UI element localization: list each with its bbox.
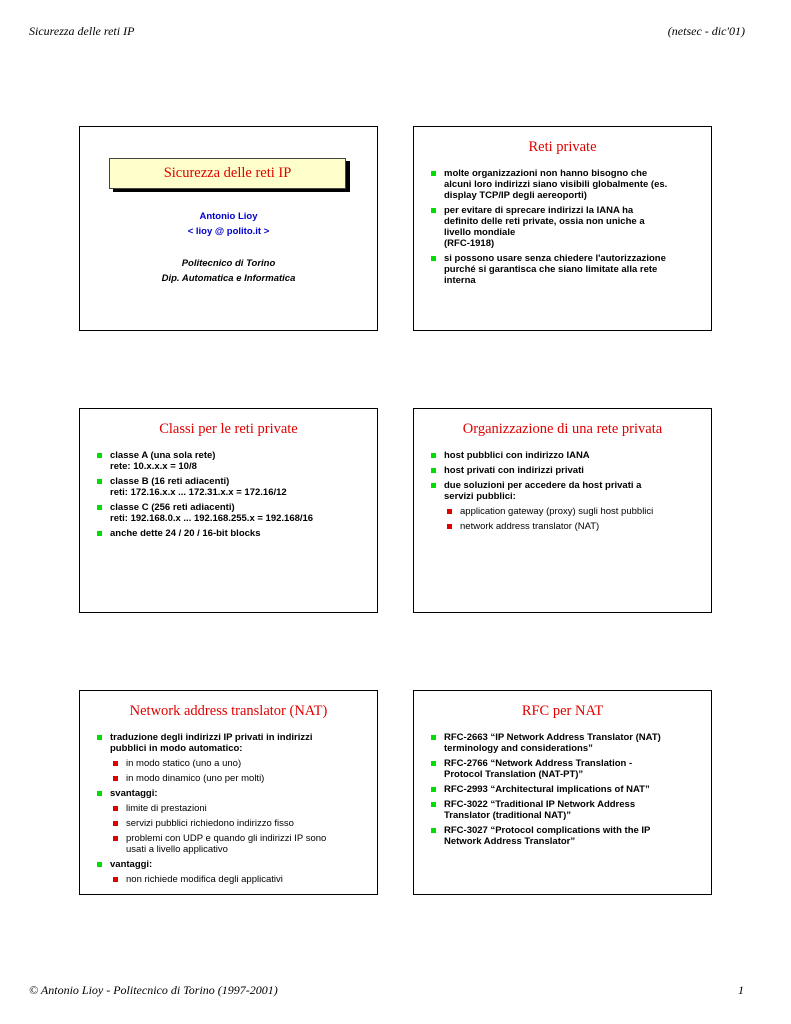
bullet-text-line: RFC-3022 “Traditional IP Network Address [444, 799, 636, 810]
bullet-item [430, 465, 699, 476]
slide-title: Network address translator (NAT) [129, 703, 328, 719]
bullet-square-icon [431, 735, 436, 740]
bullet-text-line: alcuni loro indirizzi siano visibili globalmente (es. [444, 179, 668, 190]
page-header-title: Sicurezza delle reti IP [29, 24, 135, 38]
bullet-item [96, 450, 365, 472]
bullet-text-line: per evitare di sprecare indirizzi la IANA ha [444, 205, 634, 216]
bullet-text-line: Protocol Translation (NAT-PT)” [444, 769, 584, 780]
bullet-text-line: definito delle reti private, ossia non uniche a [444, 216, 645, 227]
bullet-text-line: si possono usare senza chiedere l'autorizzazione [444, 253, 666, 264]
bullet-text-line: anche dette 24 / 20 / 16-bit blocks [110, 528, 261, 539]
bullet-square-icon [431, 468, 436, 473]
sub-bullets [430, 506, 699, 532]
bullet-square-icon [431, 828, 436, 833]
slide-title-page [79, 126, 378, 331]
bullet-text-line: non richiede modifica degli applicativi [126, 874, 283, 885]
bullet-text-line: servizi pubblici richiedono indirizzo fisso [126, 818, 294, 829]
bullet-item [96, 476, 365, 498]
page-footer-copyright: © Antonio Lioy - Politecnico di Torino (1997-2001) [29, 983, 278, 997]
bullet-text-line: RFC-2993 “Architectural implications of NAT” [444, 784, 650, 795]
bullet-text-line: in modo statico (uno a uno) [126, 758, 242, 769]
slide-title: Classi per le reti private [159, 421, 298, 437]
bullet-square-icon [431, 453, 436, 458]
bullet-text-line: terminology and considerations” [444, 743, 593, 754]
bullet-text-line: (RFC-1918) [444, 238, 495, 249]
bullet-item [96, 528, 365, 539]
bullet-text-line: problemi con UDP e quando gli indirizzi IP sono [126, 833, 327, 844]
sub-bullets-modo [96, 758, 365, 784]
bullet-text-line: reti: 172.16.x.x ... 172.31.x.x = 172.16/12 [110, 487, 287, 498]
bullet-item [430, 168, 699, 201]
bullet-text-line: rete: 10.x.x.x = 10/8 [110, 461, 197, 472]
bullet-square-icon [431, 787, 436, 792]
bullet-text-line: RFC-3027 “Protocol complications with the IP [444, 825, 651, 836]
bullet-square-icon [97, 862, 102, 867]
sub-bullet-item [96, 818, 365, 829]
author-name: Antonio Lioy [199, 211, 258, 222]
bullet-list [430, 450, 699, 536]
bullet-svantaggi [96, 788, 365, 799]
sub-bullet-square-icon [113, 877, 118, 882]
bullet-item [96, 732, 365, 754]
bullet-item [430, 732, 699, 754]
bullet-text-line: classe B (16 reti adiacenti) [110, 476, 230, 487]
main-bullets [430, 450, 699, 502]
bullet-square-icon [97, 791, 102, 796]
bullet-text-line: in modo dinamico (uno per molti) [126, 773, 265, 784]
slide-title: Reti private [528, 139, 597, 155]
department: Dip. Automatica e Informatica [161, 273, 296, 284]
bullet-text-line: servizi pubblici: [444, 491, 516, 502]
bullet-text-line: application gateway (proxy) sugli host pubblici [460, 506, 654, 517]
sub-bullet-item [96, 803, 365, 814]
page-header-code: (netsec - dic'01) [667, 24, 745, 38]
slide-reti-private [413, 126, 712, 331]
bullet-text-line: host privati con indirizzi privati [444, 465, 584, 476]
bullet-square-icon [431, 761, 436, 766]
sub-bullet-square-icon [447, 524, 452, 529]
sub-bullet-square-icon [113, 761, 118, 766]
bullet-item [430, 799, 699, 821]
sub-bullets-svantaggi [96, 803, 365, 855]
bullet-text-line: interna [444, 275, 476, 286]
sub-bullet-square-icon [113, 806, 118, 811]
sub-bullet-item [96, 773, 365, 784]
sub-bullets-vantaggi [96, 874, 365, 885]
bullet-vantaggi [96, 859, 365, 870]
sub-bullet-item [430, 521, 699, 532]
bullet-square-icon [431, 802, 436, 807]
slide-organizzazione-rete [413, 408, 712, 613]
bullet-text-line: livello mondiale [444, 227, 516, 238]
bullet-list [430, 168, 699, 290]
sub-bullet-square-icon [447, 509, 452, 514]
bullet-text-line: usati a livello applicativo [126, 844, 228, 855]
bullet-text-line: RFC-2663 “IP Network Address Translator (NAT) [444, 732, 661, 743]
sub-bullet-item [430, 506, 699, 517]
bullet-text-line: classe C (256 reti adiacenti) [110, 502, 235, 513]
bullet-square-icon [431, 208, 436, 213]
bullet-square-icon [431, 256, 436, 261]
author-email: < lioy @ polito.it > [187, 226, 270, 237]
bullet-item [430, 825, 699, 847]
bullet-text-line: display TCP/IP degli aereoporti) [444, 190, 587, 201]
bullet-text-line: classe A (una sola rete) [110, 450, 216, 461]
bullet-square-icon [97, 505, 102, 510]
bullet-item [430, 480, 699, 502]
bullet-traduzione [96, 732, 365, 754]
bullet-square-icon [97, 531, 102, 536]
slide-rfc-nat [413, 690, 712, 895]
bullet-list [430, 732, 699, 851]
bullet-text-line: molte organizzazioni non hanno bisogno che [444, 168, 648, 179]
slide-classi-reti-private [79, 408, 378, 613]
bullet-item [96, 788, 365, 799]
slide-title: Organizzazione di una rete privata [462, 421, 663, 437]
slide-title: RFC per NAT [521, 703, 604, 719]
sub-bullet-square-icon [113, 776, 118, 781]
bullet-text-line: vantaggi: [110, 859, 153, 870]
bullet-text-line: due soluzioni per accedere da host privati a [444, 480, 642, 491]
bullet-text-line: traduzione degli indirizzi IP privati in indirizzi [110, 732, 313, 743]
bullet-list [96, 732, 365, 889]
bullet-item [96, 859, 365, 870]
bullet-square-icon [97, 735, 102, 740]
bullet-text-line: reti: 192.168.0.x ... 192.168.255.x = 192.168/16 [110, 513, 314, 524]
bullet-text-line: host pubblici con indirizzo IANA [444, 450, 590, 461]
bullet-text-line: network address translator (NAT) [460, 521, 600, 532]
sub-bullet-square-icon [113, 821, 118, 826]
institution: Politecnico di Torino [181, 258, 276, 269]
bullet-item [430, 784, 699, 795]
slide-nat [79, 690, 378, 895]
bullet-item [430, 450, 699, 461]
bullet-text-line: Network Address Translator” [444, 836, 576, 847]
bullet-text-line: purché si garantisca che siano limitate alla rete [444, 264, 658, 275]
bullet-item [430, 205, 699, 249]
title-box: Sicurezza delle reti IP [109, 158, 346, 189]
bullet-square-icon [431, 171, 436, 176]
sub-bullet-item [96, 758, 365, 769]
bullet-text-line: pubblici in modo automatico: [110, 743, 243, 754]
sub-bullet-square-icon [113, 836, 118, 841]
bullet-text-line: Translator (traditional NAT)” [444, 810, 572, 821]
bullet-square-icon [97, 479, 102, 484]
sub-bullet-item [96, 874, 365, 885]
page-number: 1 [738, 983, 744, 997]
bullet-text-line: limite di prestazioni [126, 803, 207, 814]
bullet-item [430, 253, 699, 286]
bullet-text-line: RFC-2766 “Network Address Translation - [444, 758, 633, 769]
bullet-item [430, 758, 699, 780]
sub-bullet-item [96, 833, 365, 855]
bullet-text-line: svantaggi: [110, 788, 158, 799]
bullet-square-icon [431, 483, 436, 488]
bullet-list [96, 450, 365, 543]
bullet-item [96, 502, 365, 524]
bullet-square-icon [97, 453, 102, 458]
